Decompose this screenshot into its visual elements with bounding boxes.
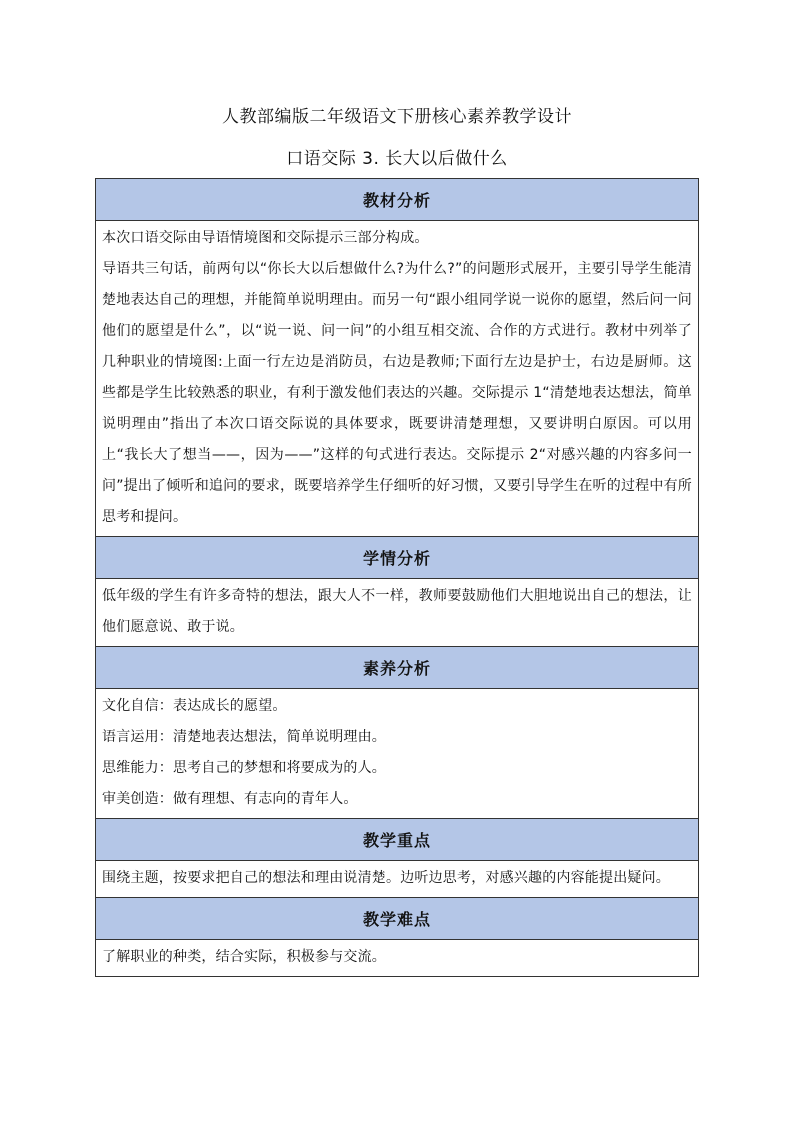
section-header-row: [96, 898, 699, 940]
section-body-row: [96, 579, 699, 647]
section-heading-literacy-analysis: 素养分析: [96, 647, 699, 689]
section-header-row: [96, 647, 699, 689]
lesson-plan-table: [95, 178, 699, 977]
paragraph: 语言运用：清楚地表达想法，简单说明理由。: [102, 729, 386, 745]
section-body-row: [96, 221, 699, 537]
section-header-row: [96, 179, 699, 221]
section-header-row: [96, 819, 699, 861]
section-body-textbook-analysis: [96, 221, 699, 537]
section-heading-key-points: 教学重点: [96, 819, 699, 861]
section-body-row: [96, 940, 699, 977]
section-body-student-analysis: [96, 579, 699, 647]
document-title: 人教部编版二年级语文下册核心素养教学设计: [222, 107, 572, 127]
section-heading-textbook-analysis: 教材分析: [96, 179, 699, 221]
paragraph: 思维能力：思考自己的梦想和将要成为的人。: [102, 760, 386, 776]
section-body-difficulties: [96, 940, 699, 977]
paragraph: 文化自信：表达成长的愿望。: [102, 698, 287, 714]
paragraph: 了解职业的种类，结合实际，积极参与交流。: [102, 949, 386, 965]
section-body-literacy-analysis: [96, 689, 699, 819]
document-subtitle: 口语交际 3. 长大以后做什么: [286, 149, 508, 169]
section-body-key-points: [96, 861, 699, 898]
section-body-row: [96, 689, 699, 819]
paragraph: 本次口语交际由导语情境图和交际提示三部分构成。: [102, 230, 429, 246]
paragraph: 导语共三句话，前两句以“你长大以后想做什么?为什么?”的问题形式展开，主要引导学生能清楚地表达自己的理想，并能简单说明理由。而另一句“跟小组同学说一说你的愿望，然后问一问他们的愿望是什么”，以“说一说、问一问”的小组互相交流、合作的方式进行。教材中列举了几种职业的情境图:上面一行左边是消防员，右边是教师;下面行左边是护士，右边是厨师。这些都是学生比较熟悉的职业，有利于激发他们表达的兴趣。交际提示 1“清楚地表达想法，简单说明理由”指出了本次口语交际说的具体要求，既要讲清楚理想，又要讲明白原因。可以用上“我长大了想当——，因为——”这样的句式进行表达。交际提示 2“对感兴趣的内容多问一问”提出了倾听和追问的要求，既要培养学生仔细听的好习惯，又要引导学生在听的过程中有所思考和提问。: [102, 261, 692, 525]
section-heading-difficulties: 教学难点: [96, 898, 699, 940]
paragraph: 围绕主题，按要求把自己的想法和理由说清楚。边听边思考，对感兴趣的内容能提出疑问。: [102, 870, 670, 886]
paragraph: 低年级的学生有许多奇特的想法，跟大人不一样，教师要鼓励他们大胆地说出自己的想法，让他们愿意说、敢于说。: [102, 588, 692, 635]
paragraph: 审美创造：做有理想、有志向的青年人。: [102, 791, 358, 807]
section-heading-student-analysis: 学情分析: [96, 537, 699, 579]
section-body-row: [96, 861, 699, 898]
section-header-row: [96, 537, 699, 579]
